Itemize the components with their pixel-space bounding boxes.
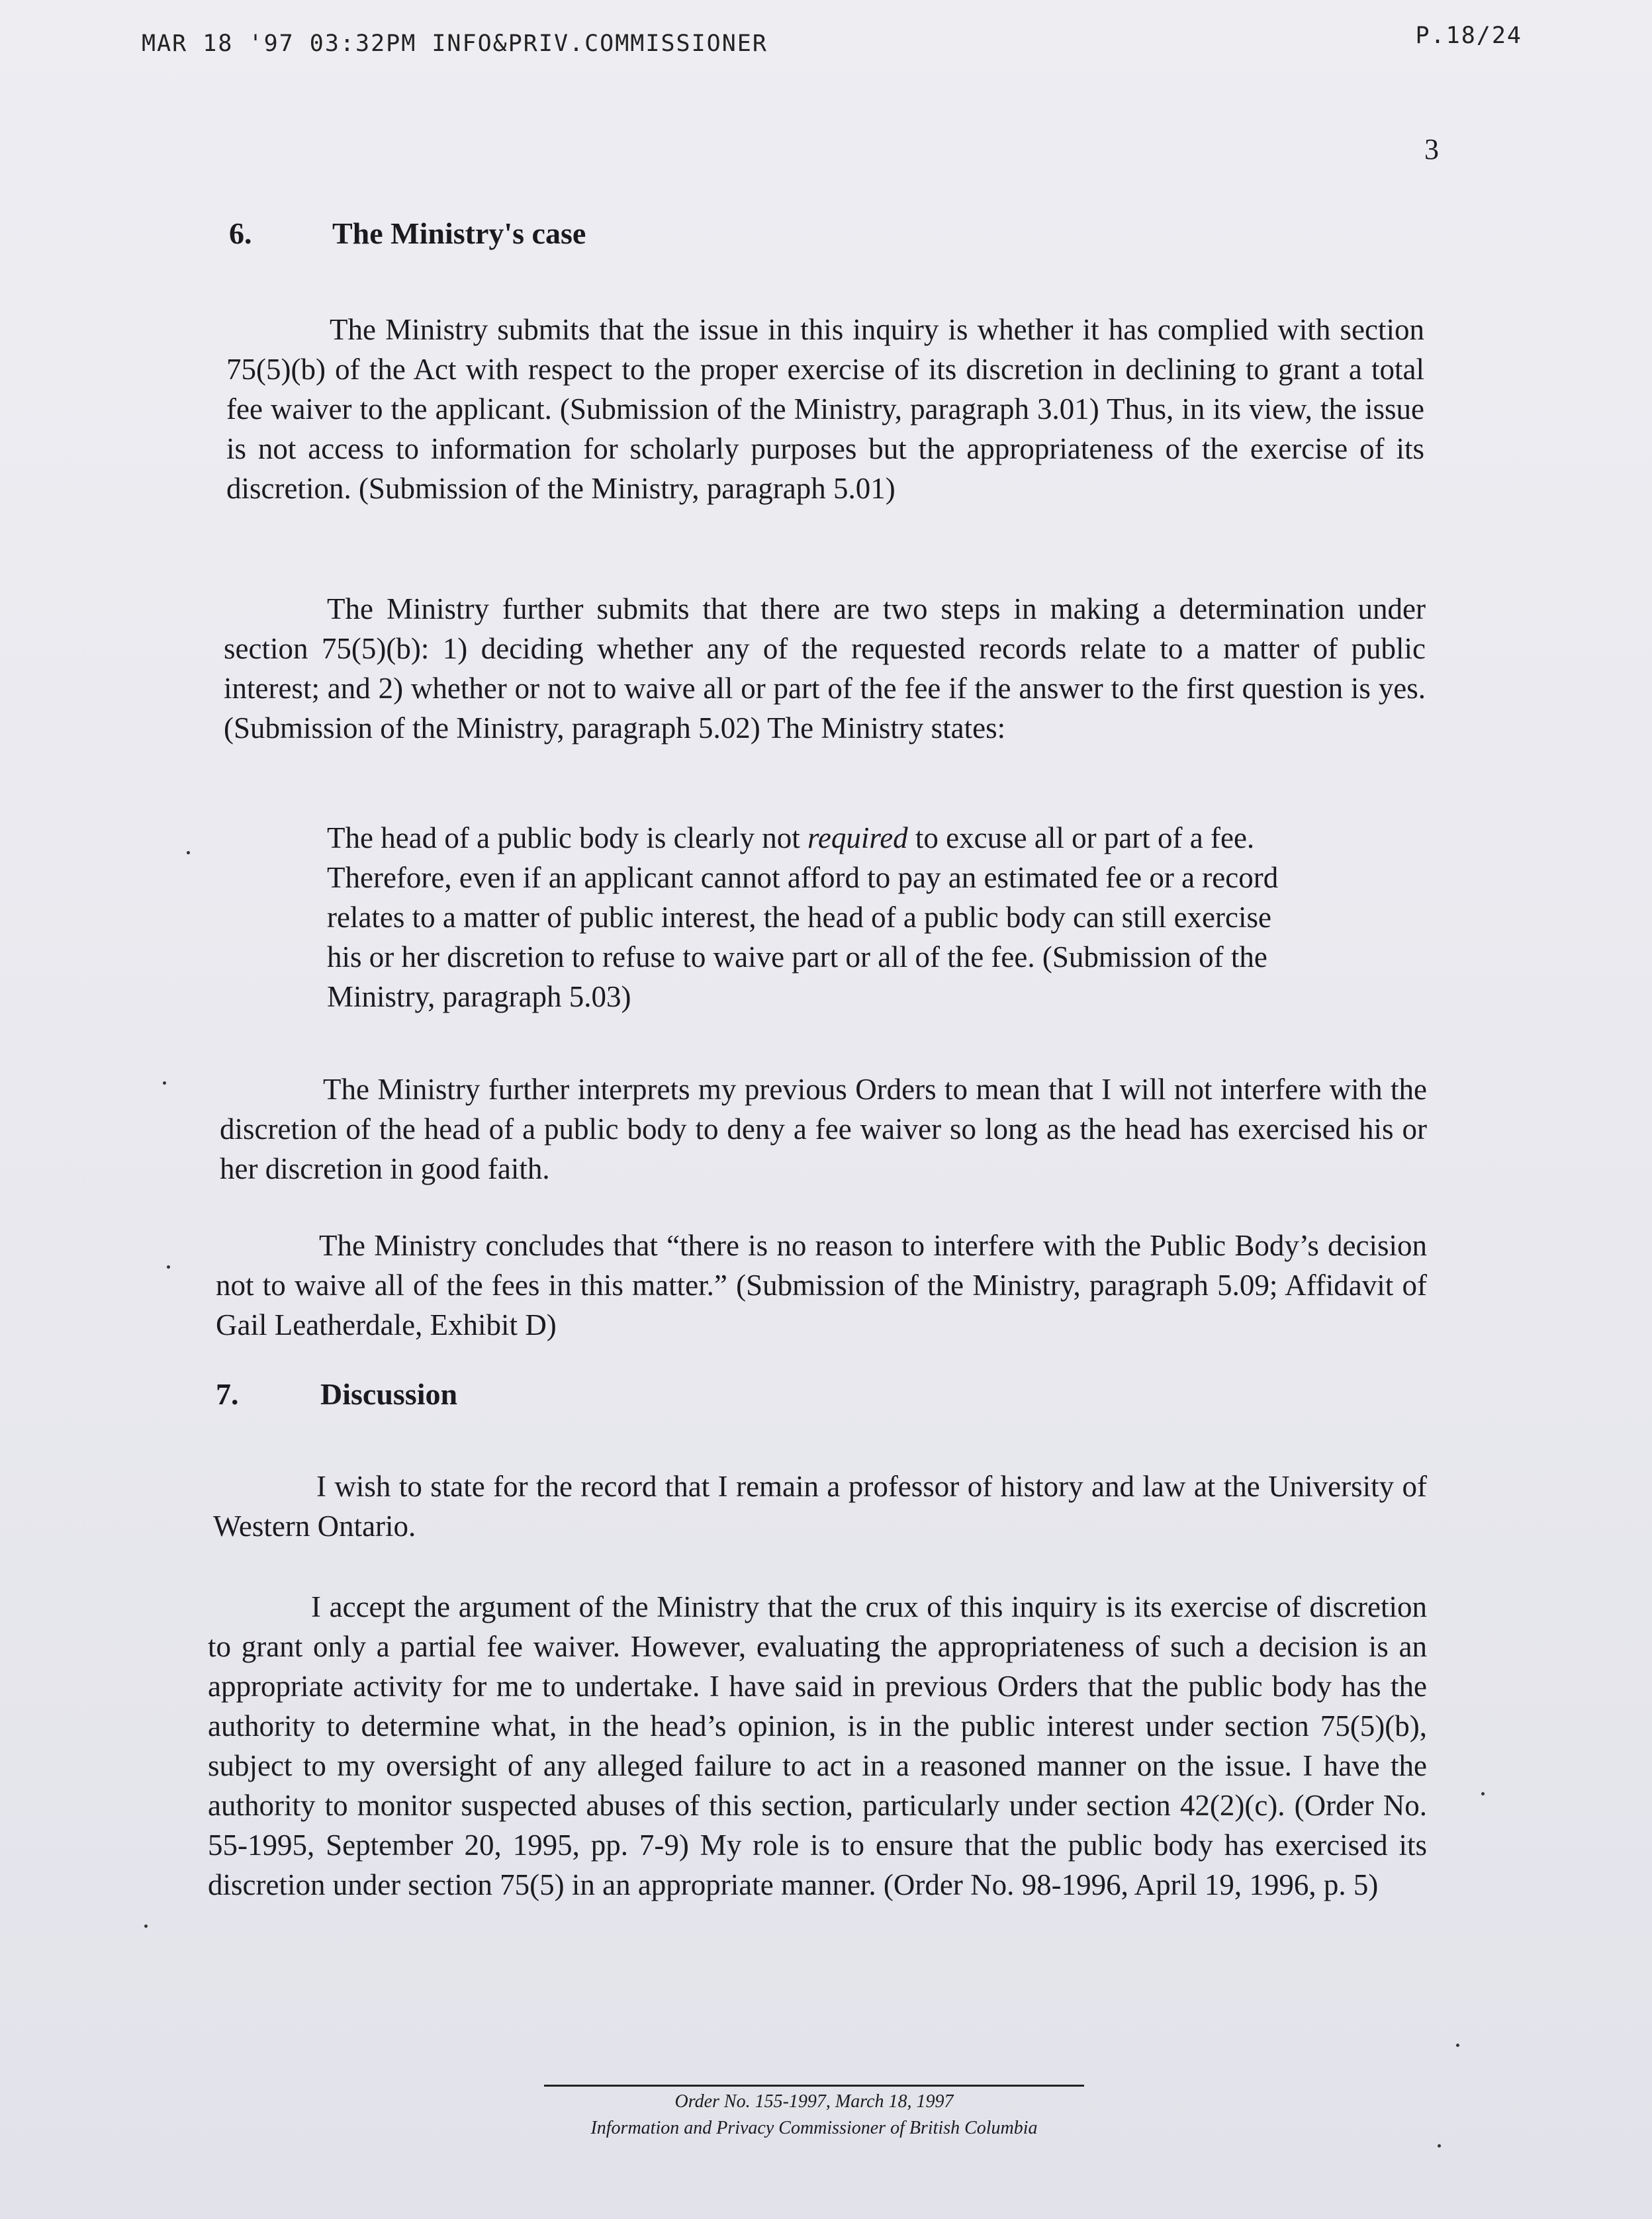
paragraph: I accept the argument of the Ministry that the crux of this inquiry is its exercise of discretion to grant only a partial fee waiver. However, evaluating the appropriateness of such a decision is an appropriate activity for me to undertake. I have said in previous Orders that the public body has the authority to determine what, in the head’s opinion, is in the public interest under section 75(5)(b), subject to my oversight of any alleged failure to act in a reasoned manner on the issue. I have the authority to monitor suspected abuses of this section, particularly under section 42(2)(c). (Order No. 55-1995, September 20, 1995, pp. 7-9) My role is to ensure that the public body has exercised its discretion under section 75(5) in an appropriate manner. (Order No. 98-1996, April 19, 1996, p. 5) <box>208 1590 1427 1901</box>
fax-page-count: P.18/24 <box>1415 23 1522 49</box>
scan-speck <box>144 1925 148 1928</box>
scan-speck <box>1481 1792 1485 1795</box>
scan-speck <box>187 851 190 854</box>
scan-speck <box>1456 2044 1459 2047</box>
paragraph: The Ministry submits that the issue in this inquiry is whether it has complied with section 75(5)(b) of the Act with respect to the proper exercise of its discretion in declining to grant a total fee waiver to the applicant. (Submission of the Ministry, paragraph 3.01) Thus, in its view, the issue is not access to information for scholarly purposes but the appropriateness of the exercise of its discretion. (Submission of the Ministry, paragraph 5.01) <box>226 313 1424 505</box>
quote-text-end: to excuse all or part of a fee. Therefore, even if an applicant cannot afford to pay an estimated fee or a record relates to a matter of public interest, the head of a public body can still exercise his or her discretion to refuse to waive part or all of the fee. (Submission of the Ministry, paragraph 5.03) <box>327 821 1279 1013</box>
section-title: The Ministry's case <box>332 216 586 250</box>
fax-header-left: MAR 18 '97 03:32PM INFO&PRIV.COMMISSIONER <box>142 30 768 57</box>
page-number: 3 <box>1424 133 1439 165</box>
paragraph: I wish to state for the record that I remain a professor of history and law at the University of Western Ontario. <box>213 1470 1427 1543</box>
paragraph: The Ministry further submits that there are two steps in making a determination under section 75(5)(b): 1) deciding whether any of the requested records relate to a matter of public interest; and 2) whether or not to waive all or part of the fee if the answer to the first question is yes. (Submission of the Ministry, paragraph 5.02) The Ministry states: <box>224 592 1426 745</box>
footer-rule <box>544 2085 1084 2087</box>
paragraph: The Ministry further interprets my previous Orders to mean that I will not interfere with the discretion of the head of a public body to deny a fee waiver so long as the head has exercised his or her discretion in good faith. <box>220 1073 1427 1185</box>
footer-order-line: Order No. 155-1997, March 18, 1997 <box>674 2091 954 2112</box>
footer-office-line: Information and Privacy Commissioner of British Columbia <box>590 2118 1038 2138</box>
scan-speck <box>167 1265 170 1269</box>
block-quote <box>327 818 1307 1017</box>
section-title: Discussion <box>320 1377 458 1411</box>
paragraph: The Ministry concludes that “there is no reason to interfere with the Public Body’s decision not to waive all of the fees in this matter.” (Submission of the Ministry, paragraph 5.09; Affidavit of Gail Leatherdale, Exhibit D) <box>216 1229 1427 1341</box>
section-number: 7. <box>216 1377 239 1411</box>
section-number: 6. <box>229 216 252 250</box>
scan-speck <box>1438 2144 1441 2148</box>
quote-text-start: The head of a public body is clearly not <box>327 821 808 854</box>
scan-speck <box>163 1081 166 1085</box>
quote-emphasis: required <box>807 821 908 854</box>
